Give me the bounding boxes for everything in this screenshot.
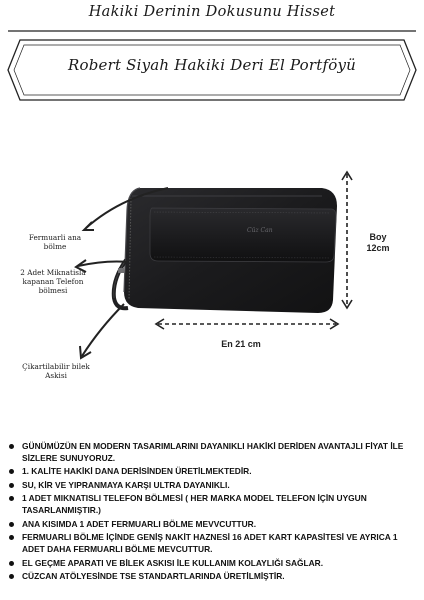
width-label: En 21 cm bbox=[221, 339, 261, 349]
tagline-underline bbox=[0, 0, 424, 40]
bullet-icon bbox=[9, 469, 14, 474]
bullet-icon bbox=[9, 496, 14, 501]
bullet-icon bbox=[9, 561, 14, 566]
feature-item bbox=[6, 466, 420, 478]
feature-text: FERMUARLI BÖLME İÇİNDE GENİŞ NAKİT HAZNESİ 16 ADET KART KAPASİTESİ VE AYRICA 1 ADET DAHA FERMUARLI BÖLME MEVCUTTUR. bbox=[22, 532, 398, 555]
callout-zip-line-2: bölme bbox=[43, 242, 67, 252]
bullet-icon bbox=[9, 574, 14, 579]
callout-phone-line-1: 2 Adet Miknatisla bbox=[20, 268, 86, 277]
callout-zip-line-1: Fermuarli ana bbox=[28, 233, 82, 242]
tagline: Hakiki Derinin Dokusunu Hisset bbox=[88, 4, 336, 20]
callout-magnetic-phone bbox=[6, 268, 100, 295]
callout-strap-line-1: Çikartilabilir bilek bbox=[22, 362, 90, 371]
feature-item bbox=[6, 493, 420, 517]
wallet-flap bbox=[150, 208, 336, 262]
feature-item bbox=[6, 480, 420, 492]
feature-text: CÜZCAN ATÖLYESİNDE TSE STANDARTLARINDA ÜRETİLMİŞTİR. bbox=[22, 571, 285, 582]
height-dimension bbox=[356, 232, 400, 254]
feature-item bbox=[6, 558, 420, 570]
feature-text: 1. KALİTE HAKİKİ DANA DERİSİNDEN ÜRETİLMEKTEDİR. bbox=[22, 466, 252, 477]
feature-text: 1 ADET MIKNATISLI TELEFON BÖLMESİ ( HER MARKA MODEL TELEFON İÇİN UYGUN TASARLANMIŞTIR.) bbox=[22, 493, 367, 516]
callout-zip-compartment bbox=[8, 233, 102, 251]
feature-list bbox=[6, 441, 420, 585]
height-value: 12cm bbox=[366, 242, 390, 253]
bullet-icon bbox=[9, 535, 14, 540]
feature-text: SU, KİR VE YIPRANMAYA KARŞI ULTRA DAYANIKLI. bbox=[22, 479, 230, 490]
feature-text: ANA KISIMDA 1 ADET FERMUARLI BÖLME MEVVCUTTUR. bbox=[22, 518, 257, 529]
feature-item bbox=[6, 519, 420, 531]
callout-phone-line-2: kapanan Telefon bbox=[22, 277, 84, 287]
callout-wrist-strap bbox=[6, 362, 106, 380]
height-label: Boy bbox=[369, 232, 387, 242]
width-dimension bbox=[206, 339, 276, 350]
feature-text: GÜNÜMÜZÜN EN MODERN TASARIMLARINI DAYANIKLI HAKİKİ DERİDEN AVANTAJLI FİYAT İLE SİZLERE SUNUYORUZ. bbox=[22, 441, 404, 463]
bullet-icon bbox=[9, 483, 14, 488]
feature-item bbox=[6, 571, 420, 583]
callout-strap-line-2: Askisi bbox=[45, 371, 67, 381]
bullet-icon bbox=[9, 444, 14, 449]
feature-item bbox=[6, 532, 420, 556]
svg-text:Cüz Can: Cüz Can bbox=[247, 227, 273, 234]
feature-item bbox=[6, 441, 420, 465]
feature-text: EL GEÇME APARATI VE BİLEK ASKISI İLE KULLANIM KOLAYLIĞI SAĞLAR. bbox=[22, 557, 324, 568]
product-title: Robert Siyah Hakiki Deri El Portföyü bbox=[67, 56, 357, 74]
bullet-icon bbox=[9, 522, 14, 527]
callout-phone-line-3: bölmesi bbox=[38, 286, 68, 296]
